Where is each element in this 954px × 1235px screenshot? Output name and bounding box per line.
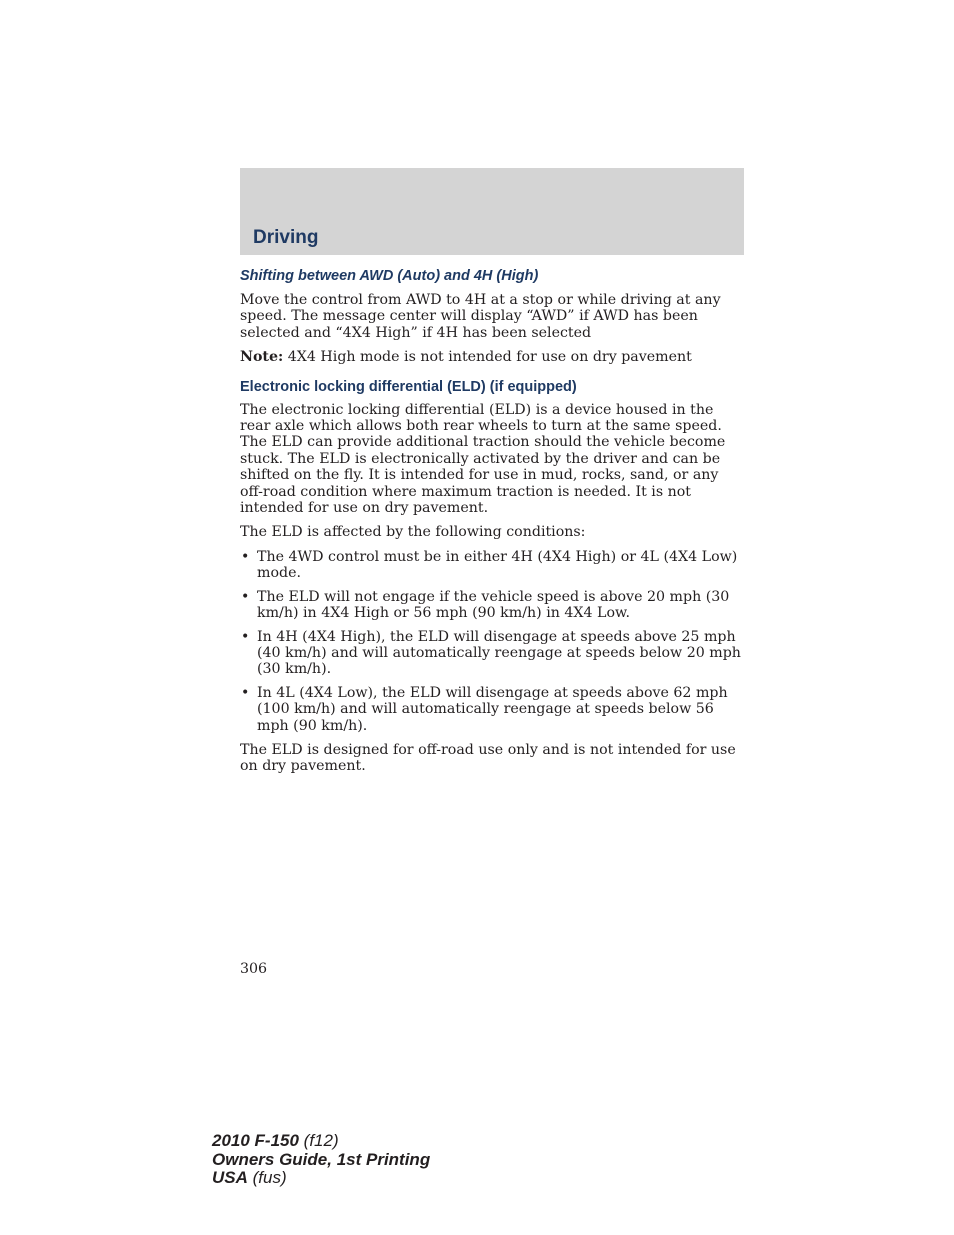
- list-item-text: In 4L (4X4 Low), the ELD will disengage at speeds above 62 mph (100 km/h) and will automatically reengage at speeds below 56 mph (90 km/h).: [257, 684, 728, 734]
- bullet-icon: •: [241, 684, 250, 701]
- footer-region-code: (fus): [247, 1168, 287, 1187]
- list-item: [240, 685, 744, 734]
- heading-eld: Electronic locking differential (ELD) (if equipped): [240, 378, 577, 395]
- note-label: Note:: [240, 349, 284, 366]
- closing-paragraph: The ELD is designed for off-road use only and is not intended for use on dry pavement.: [240, 741, 736, 775]
- footer-line-guide: [212, 1151, 430, 1170]
- list-item: [240, 549, 744, 582]
- page-content: [240, 266, 744, 783]
- document-footer: [212, 1132, 430, 1188]
- heading-shifting-awd-4h: Shifting between AWD (Auto) and 4H (High): [240, 268, 539, 284]
- section-header-band: [240, 168, 744, 255]
- bullet-icon: •: [241, 588, 250, 605]
- list-item-text: In 4H (4X4 High), the ELD will disengage at speeds above 25 mph (40 km/h) and will automatically reengage at speeds below 20 mph (30 km/h).: [257, 628, 741, 678]
- list-item: [240, 629, 744, 678]
- footer-model-code: (f12): [298, 1131, 339, 1150]
- section-title: Driving: [253, 227, 319, 248]
- footer-line-model: [212, 1132, 430, 1151]
- bullet-icon: •: [241, 548, 250, 565]
- paragraph-eld: The electronic locking differential (ELD) is a device housed in the rear axle which allows both rear wheels to turn at the same speed. The ELD can provide additional traction should the vehicle become stuck. The ELD is electronically activated by the driver and can be shifted on the fly. It is intended for use in mud, rocks, sand, or any off-road condition where maximum traction is needed. It is not intended for use on dry pavement.: [240, 401, 726, 517]
- footer-line-region: [212, 1169, 430, 1188]
- list-item-text: The 4WD control must be in either 4H (4X4 High) or 4L (4X4 Low) mode.: [257, 548, 738, 582]
- conditions-intro: The ELD is affected by the following conditions:: [240, 524, 586, 541]
- footer-region: USA: [212, 1168, 248, 1187]
- page-number: 306: [240, 961, 268, 977]
- footer-model: 2010 F-150: [212, 1131, 299, 1150]
- conditions-list: [240, 549, 744, 734]
- footer-guide: Owners Guide, 1st Printing: [212, 1149, 431, 1169]
- list-item-text: The ELD will not engage if the vehicle speed is above 20 mph (30 km/h) in 4X4 High or 56 mph (90 km/h) in 4X4 Low.: [257, 588, 730, 622]
- bullet-icon: •: [241, 628, 250, 645]
- note-text: 4X4 High mode is not intended for use on dry pavement: [283, 349, 692, 366]
- paragraph-shifting: Move the control from AWD to 4H at a stop or while driving at any speed. The message center will display “AWD” if AWD has been selected and “4X4 High” if 4H has been selected: [240, 292, 721, 341]
- list-item: [240, 589, 744, 622]
- note: [240, 349, 744, 365]
